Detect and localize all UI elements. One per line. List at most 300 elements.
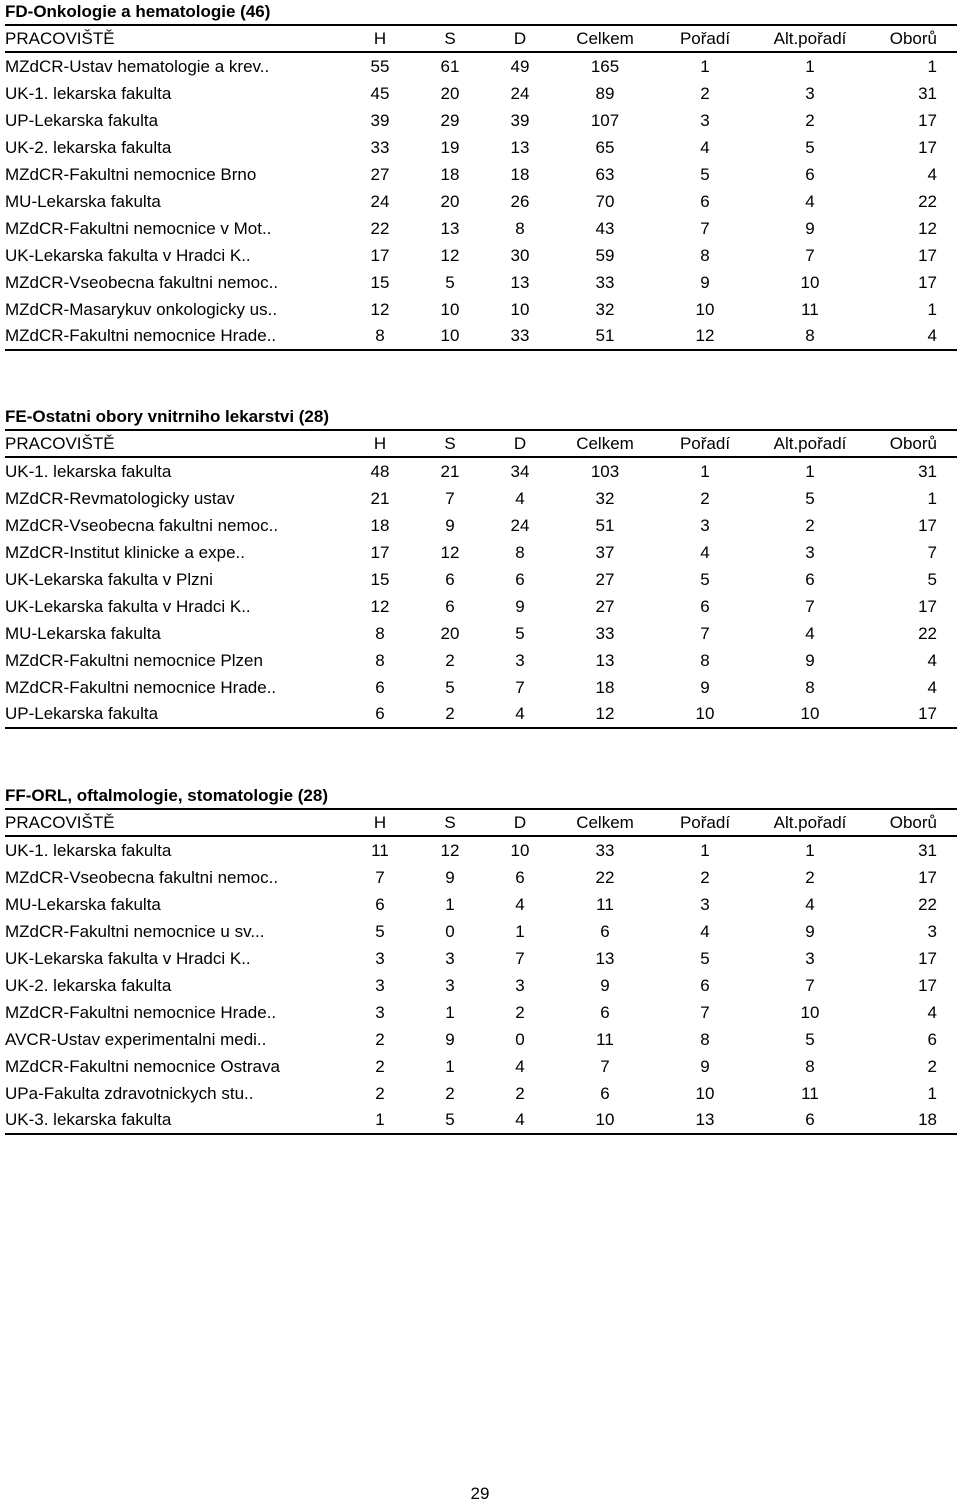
- table-row: [5, 80, 957, 107]
- cell-institution: UK-3. lekarska fakulta: [5, 1107, 345, 1134]
- cell-d: 33: [485, 323, 555, 350]
- cell-s: 2: [445, 651, 455, 670]
- cell-poradi: 9: [700, 273, 710, 292]
- cell-h: 6: [375, 678, 385, 697]
- cell-s: 1: [445, 895, 455, 914]
- cell-s: 12: [440, 543, 460, 562]
- table-row: [5, 593, 957, 620]
- cell-poradi: 10: [695, 1084, 715, 1103]
- cell-oboru: 4: [927, 678, 937, 697]
- cell-oboru: 17: [918, 273, 937, 292]
- cell-celkem: 32: [595, 489, 615, 508]
- cell-alt-poradi: 9: [805, 219, 815, 238]
- cell-institution: MU-Lekarska fakulta: [5, 624, 161, 643]
- cell-poradi: 2: [700, 84, 710, 103]
- cell-institution: UK-Lekarska fakulta v Hradci K..: [5, 597, 251, 616]
- section-title: FD-Onkologie a hematologie (46): [5, 2, 271, 21]
- cell-celkem: 32: [595, 300, 615, 319]
- cell-institution: MZdCR-Fakultni nemocnice Hrade..: [5, 678, 277, 697]
- cell-celkem: 70: [595, 192, 615, 211]
- cell-institution: MZdCR-Masarykuv onkologicky us..: [5, 300, 278, 319]
- cell-oboru: 31: [918, 841, 937, 860]
- cell-institution: MZdCR-Vseobecna fakultni nemoc..: [5, 273, 279, 292]
- column-header-oboru: Oborů: [865, 809, 957, 836]
- cell-oboru: 5: [927, 570, 937, 589]
- cell-celkem: 7: [600, 1057, 610, 1076]
- cell-celkem: 33: [595, 624, 615, 643]
- table-row: [5, 512, 957, 539]
- cell-d: 0: [515, 1030, 525, 1049]
- cell-poradi: 1: [700, 462, 710, 481]
- cell-poradi: 4: [700, 922, 710, 941]
- cell-h: 2: [375, 1084, 385, 1103]
- cell-celkem: 11: [596, 1030, 614, 1049]
- cell-h: 8: [345, 323, 415, 350]
- table-row: [5, 242, 957, 269]
- cell-alt-poradi: 9: [805, 922, 815, 941]
- cell-h: 7: [375, 868, 385, 887]
- cell-poradi: 5: [700, 165, 710, 184]
- cell-poradi: 12: [655, 323, 755, 350]
- table-row: [5, 52, 957, 80]
- cell-poradi: 3: [700, 895, 710, 914]
- column-header-poradi: Pořadí: [655, 25, 755, 52]
- cell-alt-poradi: 8: [805, 678, 815, 697]
- cell-s: 20: [440, 624, 460, 643]
- cell-alt-poradi: 3: [805, 949, 815, 968]
- cell-oboru: 17: [918, 597, 937, 616]
- cell-oboru: 17: [918, 516, 937, 535]
- cell-d: 24: [510, 84, 530, 103]
- cell-celkem: 18: [595, 678, 615, 697]
- cell-s: 29: [440, 111, 460, 130]
- cell-h: 11: [371, 841, 389, 860]
- ranking-table: [5, 808, 957, 1135]
- cell-h: 2: [375, 1057, 385, 1076]
- cell-oboru: 7: [927, 543, 937, 562]
- table-row: [5, 161, 957, 188]
- cell-oboru: 22: [918, 192, 937, 211]
- cell-institution: AVCR-Ustav experimentalni medi..: [5, 1030, 267, 1049]
- cell-h: 48: [370, 462, 390, 481]
- cell-d: 6: [515, 570, 525, 589]
- cell-d: 26: [510, 192, 530, 211]
- cell-alt-poradi: 6: [755, 1107, 865, 1134]
- cell-alt-poradi: 8: [755, 323, 865, 350]
- cell-oboru: 18: [865, 1107, 957, 1134]
- cell-d: 4: [485, 701, 555, 728]
- cell-institution: UK-Lekarska fakulta v Hradci K..: [5, 246, 251, 265]
- cell-oboru: 22: [918, 895, 937, 914]
- cell-s: 21: [440, 462, 460, 481]
- cell-celkem: 51: [595, 516, 615, 535]
- cell-s: 6: [445, 570, 455, 589]
- cell-celkem: 6: [600, 1084, 610, 1103]
- table-row: [5, 945, 957, 972]
- cell-alt-poradi: 7: [805, 976, 815, 995]
- section-orl-oftalmologie: [5, 784, 957, 1135]
- cell-alt-poradi: 3: [805, 84, 815, 103]
- cell-institution: MZdCR-Fakultni nemocnice Ostrava: [5, 1057, 280, 1076]
- cell-poradi: 7: [700, 219, 710, 238]
- cell-celkem: 33: [595, 841, 615, 860]
- cell-celkem: 63: [595, 165, 615, 184]
- cell-celkem: 6: [600, 922, 610, 941]
- cell-alt-poradi: 4: [805, 624, 815, 643]
- cell-alt-poradi: 4: [805, 895, 815, 914]
- cell-h: 3: [375, 976, 385, 995]
- cell-oboru: 17: [918, 111, 937, 130]
- table-row: [5, 864, 957, 891]
- cell-alt-poradi: 6: [805, 165, 815, 184]
- table-row: [5, 647, 957, 674]
- cell-h: 15: [370, 273, 390, 292]
- column-header-h: H: [345, 430, 415, 457]
- table-row: [5, 620, 957, 647]
- cell-celkem: 37: [595, 543, 615, 562]
- cell-d: 30: [510, 246, 530, 265]
- cell-alt-poradi: 11: [801, 300, 819, 319]
- section-vnitrni-lekarstvi: [5, 405, 957, 729]
- cell-h: 15: [370, 570, 390, 589]
- cell-h: 27: [370, 165, 390, 184]
- cell-s: 19: [440, 138, 460, 157]
- cell-institution: UK-1. lekarska fakulta: [5, 84, 172, 103]
- cell-s: 6: [445, 597, 455, 616]
- cell-celkem: 59: [595, 246, 615, 265]
- cell-d: 3: [515, 976, 525, 995]
- cell-oboru: 31: [918, 462, 937, 481]
- section-title: FF-ORL, oftalmologie, stomatologie (28): [5, 786, 328, 805]
- cell-alt-poradi: 8: [805, 1057, 815, 1076]
- cell-celkem: 12: [555, 701, 655, 728]
- cell-poradi: 8: [700, 246, 710, 265]
- cell-poradi: 6: [700, 597, 710, 616]
- cell-s: 5: [445, 273, 455, 292]
- column-header-alt-poradi: Alt.pořadí: [755, 809, 865, 836]
- column-header-s: S: [415, 809, 485, 836]
- table-row: [5, 457, 957, 485]
- cell-h: 3: [375, 1003, 385, 1022]
- cell-s: 5: [415, 1107, 485, 1134]
- cell-institution: MZdCR-Ustav hematologie a krev..: [5, 57, 270, 76]
- table-row: [5, 215, 957, 242]
- cell-celkem: 10: [555, 1107, 655, 1134]
- cell-h: 21: [370, 489, 390, 508]
- cell-celkem: 89: [595, 84, 615, 103]
- cell-institution: MZdCR-Fakultni nemocnice Hrade..: [5, 1003, 277, 1022]
- cell-poradi: 1: [700, 57, 710, 76]
- cell-h: 8: [375, 624, 385, 643]
- cell-h: 55: [370, 57, 390, 76]
- cell-oboru: 1: [927, 57, 937, 76]
- cell-celkem: 103: [590, 462, 620, 481]
- cell-oboru: 4: [927, 1003, 937, 1022]
- cell-alt-poradi: 5: [805, 1030, 815, 1049]
- cell-institution: MZdCR-Vseobecna fakultni nemoc..: [5, 868, 279, 887]
- cell-oboru: 6: [927, 1030, 937, 1049]
- cell-poradi: 10: [695, 300, 715, 319]
- cell-h: 5: [375, 922, 385, 941]
- table-row: [5, 999, 957, 1026]
- column-header-oboru: Oborů: [865, 25, 957, 52]
- cell-poradi: 7: [700, 1003, 710, 1022]
- cell-d: 6: [515, 868, 525, 887]
- cell-institution: MU-Lekarska fakulta: [5, 895, 161, 914]
- table-row: [5, 1053, 957, 1080]
- cell-oboru: 17: [918, 868, 937, 887]
- cell-s: 9: [445, 868, 455, 887]
- cell-d: 4: [515, 489, 525, 508]
- cell-alt-poradi: 10: [755, 701, 865, 728]
- cell-s: 20: [440, 84, 460, 103]
- cell-alt-poradi: 1: [805, 57, 815, 76]
- cell-h: 17: [370, 543, 390, 562]
- cell-h: 18: [370, 516, 390, 535]
- cell-alt-poradi: 11: [801, 1084, 819, 1103]
- column-header-s: S: [415, 25, 485, 52]
- cell-oboru: 17: [918, 138, 937, 157]
- cell-institution: MZdCR-Vseobecna fakultni nemoc..: [5, 516, 279, 535]
- table-row: [5, 674, 957, 701]
- cell-h: 6: [375, 895, 385, 914]
- cell-s: 10: [440, 300, 460, 319]
- cell-institution: UP-Lekarska fakulta: [5, 111, 159, 130]
- table-header-row: [5, 809, 957, 836]
- cell-d: 8: [515, 219, 525, 238]
- cell-poradi: 4: [700, 138, 710, 157]
- cell-celkem: 13: [595, 651, 615, 670]
- cell-d: 3: [515, 651, 525, 670]
- cell-celkem: 33: [595, 273, 615, 292]
- cell-d: 1: [515, 922, 525, 941]
- cell-h: 8: [375, 651, 385, 670]
- cell-oboru: 31: [918, 84, 937, 103]
- cell-poradi: 9: [700, 1057, 710, 1076]
- cell-d: 7: [515, 678, 525, 697]
- cell-alt-poradi: 4: [805, 192, 815, 211]
- cell-poradi: 1: [700, 841, 710, 860]
- cell-alt-poradi: 9: [805, 651, 815, 670]
- cell-institution: MU-Lekarska fakulta: [5, 192, 161, 211]
- cell-celkem: 107: [590, 111, 620, 130]
- cell-d: 24: [510, 516, 530, 535]
- cell-s: 2: [445, 1084, 455, 1103]
- cell-poradi: 6: [700, 976, 710, 995]
- cell-poradi: 8: [700, 1030, 710, 1049]
- cell-alt-poradi: 6: [805, 570, 815, 589]
- cell-alt-poradi: 1: [805, 841, 815, 860]
- table-row: [5, 701, 957, 728]
- table-row: [5, 539, 957, 566]
- cell-h: 1: [345, 1107, 415, 1134]
- cell-celkem: 165: [590, 57, 620, 76]
- cell-s: 13: [440, 219, 460, 238]
- cell-s: 20: [440, 192, 460, 211]
- cell-alt-poradi: 3: [805, 543, 815, 562]
- cell-oboru: 4: [927, 651, 937, 670]
- table-row: [5, 296, 957, 323]
- cell-poradi: 10: [655, 701, 755, 728]
- cell-celkem: 22: [595, 868, 615, 887]
- column-header-h: H: [345, 25, 415, 52]
- cell-h: 24: [370, 192, 390, 211]
- column-header-d: D: [485, 430, 555, 457]
- cell-d: 13: [510, 273, 530, 292]
- cell-celkem: 51: [555, 323, 655, 350]
- cell-celkem: 6: [600, 1003, 610, 1022]
- cell-institution: UP-Lekarska fakulta: [5, 701, 345, 728]
- column-header-celkem: Celkem: [555, 430, 655, 457]
- cell-alt-poradi: 10: [800, 273, 820, 292]
- cell-h: 12: [370, 597, 390, 616]
- column-header-alt-poradi: Alt.pořadí: [755, 430, 865, 457]
- cell-s: 0: [445, 922, 455, 941]
- cell-d: 39: [510, 111, 530, 130]
- cell-alt-poradi: 2: [805, 516, 815, 535]
- cell-d: 2: [515, 1003, 525, 1022]
- cell-poradi: 13: [655, 1107, 755, 1134]
- cell-poradi: 6: [700, 192, 710, 211]
- table-row: [5, 485, 957, 512]
- cell-h: 22: [370, 219, 390, 238]
- table-row: [5, 134, 957, 161]
- cell-alt-poradi: 5: [805, 138, 815, 157]
- table-row: [5, 323, 957, 350]
- cell-oboru: 17: [918, 976, 937, 995]
- cell-d: 10: [510, 841, 530, 860]
- column-header-institution: PRACOVIŠTĚ: [5, 25, 345, 52]
- column-header-h: H: [345, 809, 415, 836]
- cell-s: 5: [445, 678, 455, 697]
- table-row: [5, 1080, 957, 1107]
- cell-s: 2: [415, 701, 485, 728]
- cell-institution: UPa-Fakulta zdravotnickych stu..: [5, 1084, 254, 1103]
- cell-celkem: 27: [595, 570, 615, 589]
- table-row: [5, 891, 957, 918]
- cell-d: 49: [510, 57, 530, 76]
- column-header-poradi: Pořadí: [655, 809, 755, 836]
- cell-s: 10: [415, 323, 485, 350]
- column-header-institution: PRACOVIŠTĚ: [5, 809, 345, 836]
- cell-h: 17: [370, 246, 390, 265]
- cell-s: 61: [440, 57, 460, 76]
- cell-s: 12: [440, 841, 460, 860]
- cell-oboru: 4: [865, 323, 957, 350]
- cell-institution: UK-Lekarska fakulta v Plzni: [5, 570, 213, 589]
- cell-s: 9: [445, 516, 455, 535]
- cell-s: 12: [440, 246, 460, 265]
- cell-alt-poradi: 1: [805, 462, 815, 481]
- ranking-table: [5, 429, 957, 729]
- cell-s: 18: [440, 165, 460, 184]
- page-number: 29: [470, 1484, 490, 1503]
- table-row: [5, 1026, 957, 1053]
- cell-oboru: 17: [918, 246, 937, 265]
- cell-alt-poradi: 7: [805, 246, 815, 265]
- cell-oboru: 12: [918, 219, 937, 238]
- cell-celkem: 13: [595, 949, 615, 968]
- column-header-celkem: Celkem: [555, 809, 655, 836]
- cell-celkem: 27: [595, 597, 615, 616]
- cell-h: 33: [370, 138, 390, 157]
- cell-s: 1: [445, 1003, 455, 1022]
- cell-poradi: 5: [700, 949, 710, 968]
- column-header-institution: PRACOVIŠTĚ: [5, 430, 345, 457]
- cell-celkem: 43: [595, 219, 615, 238]
- table-row: [5, 1107, 957, 1134]
- cell-h: 3: [375, 949, 385, 968]
- cell-institution: MZdCR-Fakultni nemocnice Plzen: [5, 651, 263, 670]
- section-onkologie: [5, 0, 957, 351]
- cell-institution: MZdCR-Fakultni nemocnice v Mot..: [5, 219, 272, 238]
- cell-institution: MZdCR-Revmatologicky ustav: [5, 489, 235, 508]
- cell-d: 4: [515, 1057, 525, 1076]
- cell-institution: MZdCR-Fakultni nemocnice Brno: [5, 165, 257, 184]
- cell-oboru: 1: [927, 1084, 937, 1103]
- cell-poradi: 2: [700, 868, 710, 887]
- column-header-s: S: [415, 430, 485, 457]
- cell-d: 9: [515, 597, 525, 616]
- column-header-d: D: [485, 809, 555, 836]
- cell-s: 7: [445, 489, 455, 508]
- cell-institution: MZdCR-Fakultni nemocnice u sv...: [5, 922, 265, 941]
- table-row: [5, 918, 957, 945]
- cell-h: 12: [370, 300, 390, 319]
- cell-alt-poradi: 2: [805, 868, 815, 887]
- cell-institution: UK-1. lekarska fakulta: [5, 462, 172, 481]
- column-header-alt-poradi: Alt.pořadí: [755, 25, 865, 52]
- cell-alt-poradi: 7: [805, 597, 815, 616]
- cell-poradi: 4: [700, 543, 710, 562]
- section-title: FE-Ostatni obory vnitrniho lekarstvi (28): [5, 407, 330, 426]
- cell-d: 34: [510, 462, 530, 481]
- cell-poradi: 5: [700, 570, 710, 589]
- cell-d: 8: [515, 543, 525, 562]
- cell-oboru: 22: [918, 624, 937, 643]
- cell-institution: UK-Lekarska fakulta v Hradci K..: [5, 949, 251, 968]
- cell-poradi: 8: [700, 651, 710, 670]
- cell-poradi: 2: [700, 489, 710, 508]
- cell-institution: MZdCR-Fakultni nemocnice Hrade..: [5, 323, 345, 350]
- cell-h: 6: [345, 701, 415, 728]
- cell-oboru: 17: [865, 701, 957, 728]
- cell-d: 2: [515, 1084, 525, 1103]
- cell-d: 5: [515, 624, 525, 643]
- cell-s: 9: [445, 1030, 455, 1049]
- cell-oboru: 4: [927, 165, 937, 184]
- cell-celkem: 11: [596, 895, 614, 914]
- cell-poradi: 7: [700, 624, 710, 643]
- cell-oboru: 1: [927, 489, 937, 508]
- table-row: [5, 107, 957, 134]
- cell-d: 18: [510, 165, 530, 184]
- cell-poradi: 3: [700, 516, 710, 535]
- column-header-oboru: Oborů: [865, 430, 957, 457]
- table-row: [5, 972, 957, 999]
- cell-celkem: 9: [600, 976, 610, 995]
- cell-h: 45: [370, 84, 390, 103]
- column-header-poradi: Pořadí: [655, 430, 755, 457]
- table-row: [5, 269, 957, 296]
- cell-oboru: 1: [927, 300, 937, 319]
- cell-institution: UK-2. lekarska fakulta: [5, 976, 172, 995]
- cell-h: 39: [370, 111, 390, 130]
- column-header-celkem: Celkem: [555, 25, 655, 52]
- cell-institution: UK-2. lekarska fakulta: [5, 138, 172, 157]
- cell-h: 2: [375, 1030, 385, 1049]
- cell-oboru: 2: [927, 1057, 937, 1076]
